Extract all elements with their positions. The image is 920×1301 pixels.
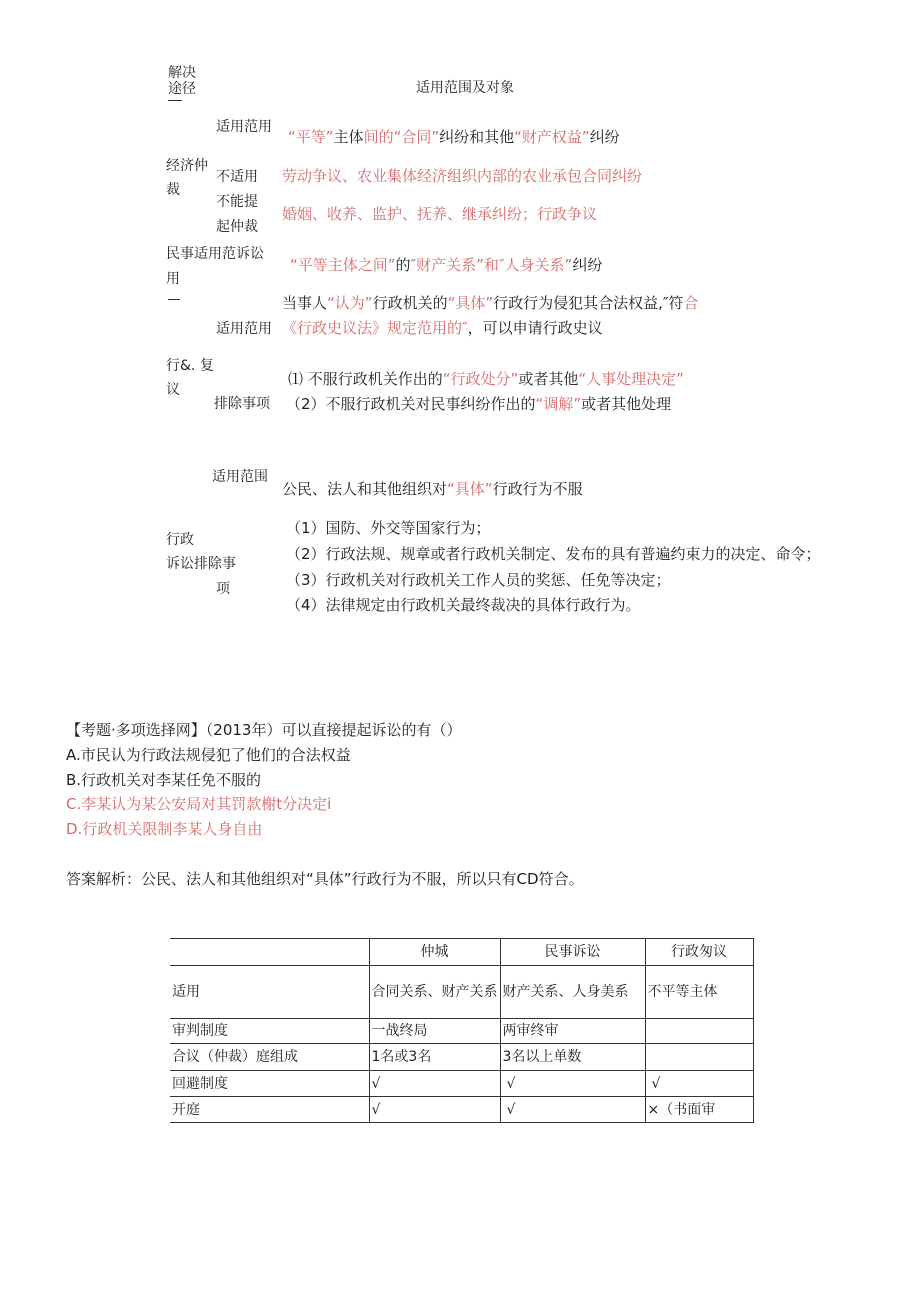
- arbitration-cannot-label-line2: 起仲裁: [216, 219, 258, 235]
- review-exclude-2: （2）不服行政机关对民事纠纷作出的“调解”或者其他处理: [286, 395, 672, 413]
- table-cell: 适用: [170, 966, 369, 1019]
- arbitration-cannot-label-line1: 不能提: [216, 194, 258, 210]
- litigation-exclude-1: （1）国防、外交等国家行为；: [286, 519, 491, 537]
- litigation-exclude-2: （2）行政法规、规章或者行政机关制定、发布的具有普遍约束力的决定、命令；: [286, 545, 821, 563]
- question-option-a: A.市民认为行政法规侵犯了他们的合法权益: [66, 746, 351, 764]
- table-cell: √: [500, 1097, 645, 1123]
- table-cell: 一战终局: [369, 1019, 500, 1044]
- review-exclude-1: ⑴ 不服行政机关作出的“行政处分”或者其他“人事处理决定”: [288, 370, 684, 388]
- review-label-line1: 行&. 复: [166, 358, 214, 374]
- litigation-label-line1: 行政: [166, 532, 194, 548]
- litigation-scope-label: 适用范围: [212, 469, 268, 485]
- review-label-line2: 议: [166, 382, 180, 398]
- arbitration-not-applicable: 劳动争议、农业集体经济组织内部的农业承包合同纠纷: [282, 167, 643, 185]
- question-option-d: D.行政机关限制李某人身自由: [66, 820, 263, 838]
- table-cell: √: [369, 1071, 500, 1097]
- litigation-exclude-3: （3）行政机关对行政机关工作人员的奖惩、任免等决定；: [286, 571, 671, 589]
- comparison-table: [170, 938, 754, 1123]
- arbitration-label-line2: 裁: [166, 182, 180, 198]
- table-cell: 合议（仲裁）庭组成: [170, 1044, 369, 1071]
- table-row: [170, 1044, 753, 1071]
- table-cell: 开庭: [170, 1097, 369, 1123]
- table-cell: 3名以上单数: [500, 1044, 645, 1071]
- table-cell: 不平等主体: [645, 966, 753, 1019]
- review-exclude-label: 排除事项: [214, 396, 270, 412]
- litigation-scope: 公民、法人和其他组织对“具体”行政行为不服: [282, 480, 583, 498]
- civil-dash: [168, 299, 180, 300]
- table-row: [170, 1019, 753, 1044]
- table-cell: √: [645, 1071, 753, 1097]
- arbitration-label-line1: 经济仲: [166, 158, 208, 174]
- table-cell: 财产关系、人身美系: [500, 966, 645, 1019]
- table-cell: 合同关系、财产关系: [369, 966, 500, 1019]
- table-cell: 回避制度: [170, 1071, 369, 1097]
- table-cell: 审判制度: [170, 1019, 369, 1044]
- answer-explanation: 答案解析：公民、法人和其他组织对“具体”行政行为不服，所以只有CD符合。: [66, 870, 584, 888]
- review-scope-line2: 《行政史议法》规定范用的″，可以申请行政史议: [282, 319, 603, 337]
- table-header-cell: [170, 939, 369, 966]
- question-option-b: B.行政机关对李某任免不服的: [66, 771, 262, 789]
- table-row: [170, 1071, 753, 1097]
- table-cell: ×（书面审: [645, 1097, 753, 1123]
- table-cell: 1名或3名: [369, 1044, 500, 1071]
- question-title: 【考题·多项选择网】（2013年）可以直接提起诉讼的有（）: [66, 721, 462, 739]
- review-scope-label: 适用范用: [216, 321, 272, 337]
- table-cell: [645, 1019, 753, 1044]
- review-scope-line1: 当事人“认为”行政机关的“具体”行政行为侵犯其合法权益,″符合: [282, 294, 699, 312]
- header-col1-line1: 解决: [168, 65, 196, 81]
- civil-label-line2: 用: [166, 271, 180, 287]
- table-header-row: [170, 939, 753, 966]
- question-option-c: C.李某认为某公安局对其罚款榭t分决定i: [66, 795, 332, 813]
- table-cell: √: [369, 1097, 500, 1123]
- table-row: [170, 966, 753, 1019]
- arbitration-scope: “平等”主体间的“合同”纠纷和其他“财产权益”纠纷: [288, 128, 620, 146]
- header-col1-line2: 途径: [168, 81, 196, 97]
- header-rule: [168, 100, 182, 101]
- litigation-label-line3: 项: [216, 581, 230, 597]
- table-row: [170, 1097, 753, 1123]
- civil-label-line1: 民事适用范诉讼: [166, 246, 264, 262]
- header-col2: 适用范围及对象: [416, 80, 514, 96]
- arbitration-scope-label: 适用范用: [216, 119, 272, 135]
- arbitration-not-applicable-label: 不适用: [216, 169, 258, 185]
- table-header-cell: 民事诉讼: [500, 939, 645, 966]
- table-cell: √: [500, 1071, 645, 1097]
- litigation-label-line2: 诉讼排除事: [166, 556, 236, 572]
- table-cell: 两审终审: [500, 1019, 645, 1044]
- table-header-cell: 仲城: [369, 939, 500, 966]
- arbitration-cannot: 婚姻、收养、监护、抚养、继承纠纷；行政争议: [282, 205, 598, 223]
- litigation-exclude-4: （4）法律规定由行政机关最终裁决的具体行政行为。: [286, 596, 641, 614]
- table-header-cell: 行政匆议: [645, 939, 753, 966]
- table-cell: [645, 1044, 753, 1071]
- civil-scope: “平等主体之间”的″财产关系”和″人身关系”纠纷: [290, 256, 603, 274]
